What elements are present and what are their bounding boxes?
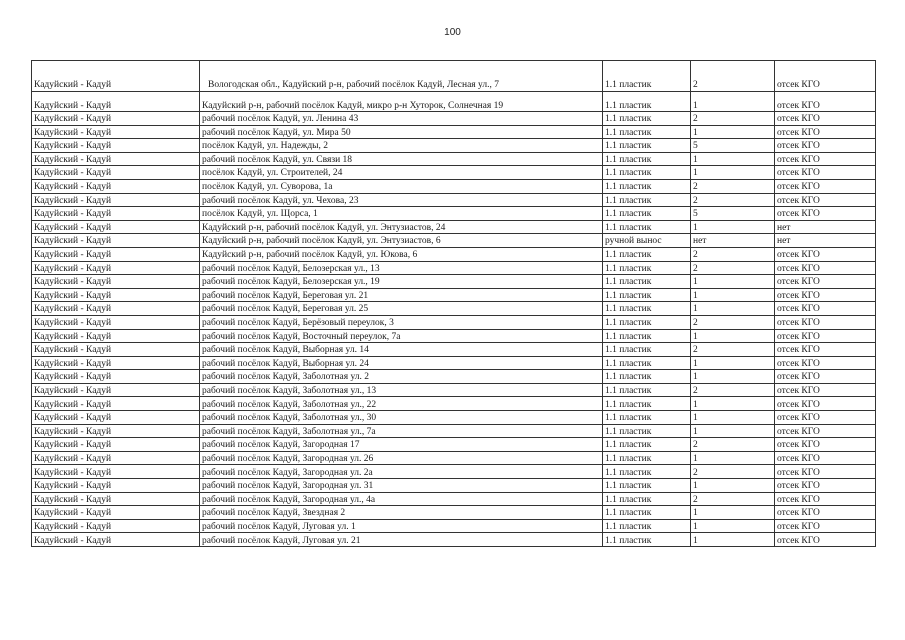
container-type-cell: 1.1 пластик: [603, 343, 691, 357]
district-cell: Кадуйский - Кадуй: [32, 125, 200, 139]
bulky-waste-section-cell: отсек КГО: [775, 302, 876, 316]
bulky-waste-section-cell: отсек КГО: [775, 275, 876, 289]
bulky-waste-section-cell: отсек КГО: [775, 383, 876, 397]
address-cell: рабочий посёлок Кадуй, Береговая ул. 21: [200, 288, 603, 302]
table-row: [32, 179, 876, 193]
container-count-cell: 2: [691, 247, 775, 261]
address-cell: Кадуйский р-н, рабочий посёлок Кадуй, ул. Энтузиастов, 24: [200, 220, 603, 234]
bulky-waste-section-cell: отсек КГО: [775, 424, 876, 438]
container-type-cell: 1.1 пластик: [603, 302, 691, 316]
container-count-cell: 1: [691, 166, 775, 180]
container-type-cell: 1.1 пластик: [603, 533, 691, 547]
address-cell: посёлок Кадуй, ул. Суворова, 1а: [200, 179, 603, 193]
container-count-cell: 1: [691, 479, 775, 493]
bulky-waste-section-cell: отсек КГО: [775, 465, 876, 479]
table-row: [32, 411, 876, 425]
bulky-waste-section-cell: отсек КГО: [775, 411, 876, 425]
district-cell: Кадуйский - Кадуй: [32, 193, 200, 207]
bulky-waste-section-cell: отсек КГО: [775, 61, 876, 92]
address-cell: рабочий посёлок Кадуй, Загородная ул. 26: [200, 451, 603, 465]
bulky-waste-section-cell: отсек КГО: [775, 92, 876, 112]
container-count-cell: 1: [691, 519, 775, 533]
address-cell: рабочий посёлок Кадуй, Загородная ул. 31: [200, 479, 603, 493]
district-cell: Кадуйский - Кадуй: [32, 329, 200, 343]
district-cell: Кадуйский - Кадуй: [32, 465, 200, 479]
district-cell: Кадуйский - Кадуй: [32, 343, 200, 357]
address-cell: рабочий посёлок Кадуй, Заболотная ул. 2: [200, 370, 603, 384]
district-cell: Кадуйский - Кадуй: [32, 315, 200, 329]
table-row: [32, 288, 876, 302]
district-cell: Кадуйский - Кадуй: [32, 220, 200, 234]
table-row: [32, 207, 876, 221]
address-cell: Кадуйский р-н, рабочий посёлок Кадуй, микро р-н Хуторок, Солнечная 19: [200, 92, 603, 112]
container-type-cell: 1.1 пластик: [603, 179, 691, 193]
bulky-waste-section-cell: отсек КГО: [775, 397, 876, 411]
district-cell: Кадуйский - Кадуй: [32, 492, 200, 506]
container-type-cell: 1.1 пластик: [603, 166, 691, 180]
address-cell: рабочий посёлок Кадуй, Луговая ул. 1: [200, 519, 603, 533]
bulky-waste-section-cell: отсек КГО: [775, 438, 876, 452]
container-count-cell: 5: [691, 207, 775, 221]
container-type-cell: 1.1 пластик: [603, 193, 691, 207]
district-cell: Кадуйский - Кадуй: [32, 479, 200, 493]
bulky-waste-section-cell: отсек КГО: [775, 479, 876, 493]
container-count-cell: 1: [691, 424, 775, 438]
address-cell: рабочий посёлок Кадуй, Белозерская ул., 13: [200, 261, 603, 275]
container-count-cell: 1: [691, 125, 775, 139]
district-cell: Кадуйский - Кадуй: [32, 152, 200, 166]
container-count-cell: 1: [691, 411, 775, 425]
district-cell: Кадуйский - Кадуй: [32, 533, 200, 547]
bulky-waste-section-cell: нет: [775, 220, 876, 234]
district-cell: Кадуйский - Кадуй: [32, 261, 200, 275]
district-cell: Кадуйский - Кадуй: [32, 288, 200, 302]
container-type-cell: 1.1 пластик: [603, 356, 691, 370]
container-type-cell: 1.1 пластик: [603, 247, 691, 261]
bulky-waste-section-cell: отсек КГО: [775, 125, 876, 139]
table-row: [32, 152, 876, 166]
table-body: [32, 61, 876, 547]
table-row: [32, 139, 876, 153]
table-row: [32, 492, 876, 506]
district-cell: Кадуйский - Кадуй: [32, 451, 200, 465]
container-type-cell: 1.1 пластик: [603, 492, 691, 506]
table-row: [32, 465, 876, 479]
table-row: [32, 302, 876, 316]
container-count-cell: 2: [691, 112, 775, 126]
page-number: 100: [444, 27, 461, 38]
table-row: [32, 370, 876, 384]
bulky-waste-section-cell: отсек КГО: [775, 343, 876, 357]
container-type-cell: 1.1 пластик: [603, 519, 691, 533]
bulky-waste-section-cell: отсек КГО: [775, 193, 876, 207]
container-count-cell: 2: [691, 465, 775, 479]
address-cell: рабочий посёлок Кадуй, Заболотная ул., 13: [200, 383, 603, 397]
container-count-cell: 2: [691, 492, 775, 506]
address-cell: Кадуйский р-н, рабочий посёлок Кадуй, ул. Энтузиастов, 6: [200, 234, 603, 248]
container-count-cell: 1: [691, 152, 775, 166]
table-row: [32, 506, 876, 520]
container-count-cell: 1: [691, 356, 775, 370]
table-row: [32, 315, 876, 329]
container-type-cell: 1.1 пластик: [603, 112, 691, 126]
container-type-cell: 1.1 пластик: [603, 315, 691, 329]
district-cell: Кадуйский - Кадуй: [32, 112, 200, 126]
bulky-waste-section-cell: отсек КГО: [775, 533, 876, 547]
table-row: [32, 220, 876, 234]
bulky-waste-section-cell: отсек КГО: [775, 329, 876, 343]
container-count-cell: 2: [691, 438, 775, 452]
address-cell: рабочий посёлок Кадуй, ул. Мира 50: [200, 125, 603, 139]
table-row: [32, 533, 876, 547]
container-count-cell: 1: [691, 220, 775, 234]
district-cell: Кадуйский - Кадуй: [32, 519, 200, 533]
bulky-waste-section-cell: отсек КГО: [775, 451, 876, 465]
bulky-waste-section-cell: отсек КГО: [775, 492, 876, 506]
container-count-cell: 1: [691, 370, 775, 384]
container-count-cell: 2: [691, 383, 775, 397]
container-type-cell: 1.1 пластик: [603, 370, 691, 384]
address-cell: Вологодская обл., Кадуйский р-н, рабочий посёлок Кадуй, Лесная ул., 7: [200, 61, 603, 92]
address-cell: рабочий посёлок Кадуй, ул. Связи 18: [200, 152, 603, 166]
container-count-cell: 1: [691, 288, 775, 302]
bulky-waste-section-cell: отсек КГО: [775, 519, 876, 533]
bulky-waste-section-cell: отсек КГО: [775, 356, 876, 370]
container-count-cell: 2: [691, 261, 775, 275]
bulky-waste-section-cell: отсек КГО: [775, 179, 876, 193]
container-type-cell: 1.1 пластик: [603, 329, 691, 343]
district-cell: Кадуйский - Кадуй: [32, 302, 200, 316]
table-row: [32, 383, 876, 397]
table-row: [32, 112, 876, 126]
container-type-cell: 1.1 пластик: [603, 479, 691, 493]
table-row: [32, 479, 876, 493]
district-cell: Кадуйский - Кадуй: [32, 179, 200, 193]
address-cell: рабочий посёлок Кадуй, Заболотная ул., 7а: [200, 424, 603, 438]
address-cell: рабочий посёлок Кадуй, Выборная ул. 24: [200, 356, 603, 370]
table-row: [32, 519, 876, 533]
district-cell: Кадуйский - Кадуй: [32, 234, 200, 248]
container-count-cell: 2: [691, 179, 775, 193]
address-cell: рабочий посёлок Кадуй, Загородная ул., 4а: [200, 492, 603, 506]
district-cell: Кадуйский - Кадуй: [32, 397, 200, 411]
container-count-cell: 1: [691, 451, 775, 465]
container-count-cell: 5: [691, 139, 775, 153]
container-count-cell: 1: [691, 275, 775, 289]
district-cell: Кадуйский - Кадуй: [32, 92, 200, 112]
bulky-waste-section-cell: отсек КГО: [775, 247, 876, 261]
container-type-cell: 1.1 пластик: [603, 465, 691, 479]
container-type-cell: 1.1 пластик: [603, 261, 691, 275]
address-cell: рабочий посёлок Кадуй, Загородная ул. 2а: [200, 465, 603, 479]
table-row: [32, 125, 876, 139]
table-row: [32, 234, 876, 248]
container-count-cell: 2: [691, 343, 775, 357]
address-cell: рабочий посёлок Кадуй, ул. Чехова, 23: [200, 193, 603, 207]
table-row: [32, 275, 876, 289]
address-cell: рабочий посёлок Кадуй, ул. Ленина 43: [200, 112, 603, 126]
address-cell: рабочий посёлок Кадуй, Звездная 2: [200, 506, 603, 520]
container-type-cell: 1.1 пластик: [603, 275, 691, 289]
table-row: [32, 61, 876, 92]
container-count-cell: 1: [691, 533, 775, 547]
bulky-waste-section-cell: отсек КГО: [775, 261, 876, 275]
container-count-cell: 1: [691, 92, 775, 112]
district-cell: Кадуйский - Кадуй: [32, 356, 200, 370]
container-type-cell: 1.1 пластик: [603, 125, 691, 139]
container-type-cell: 1.1 пластик: [603, 61, 691, 92]
container-count-cell: 1: [691, 397, 775, 411]
bulky-waste-section-cell: отсек КГО: [775, 315, 876, 329]
table-row: [32, 92, 876, 112]
container-type-cell: 1.1 пластик: [603, 139, 691, 153]
bulky-waste-section-cell: отсек КГО: [775, 506, 876, 520]
bulky-waste-section-cell: нет: [775, 234, 876, 248]
table-row: [32, 397, 876, 411]
container-type-cell: 1.1 пластик: [603, 220, 691, 234]
district-cell: Кадуйский - Кадуй: [32, 370, 200, 384]
container-count-cell: 2: [691, 315, 775, 329]
table-row: [32, 193, 876, 207]
bulky-waste-section-cell: отсек КГО: [775, 370, 876, 384]
container-type-cell: 1.1 пластик: [603, 438, 691, 452]
address-cell: посёлок Кадуй, ул. Щорса, 1: [200, 207, 603, 221]
table-row: [32, 247, 876, 261]
address-cell: рабочий посёлок Кадуй, Заболотная ул., 30: [200, 411, 603, 425]
district-cell: Кадуйский - Кадуй: [32, 424, 200, 438]
container-type-cell: 1.1 пластик: [603, 506, 691, 520]
container-sites-table: [31, 60, 876, 547]
container-type-cell: 1.1 пластик: [603, 424, 691, 438]
district-cell: Кадуйский - Кадуй: [32, 207, 200, 221]
address-cell: рабочий посёлок Кадуй, Луговая ул. 21: [200, 533, 603, 547]
address-cell: рабочий посёлок Кадуй, Восточный переулок, 7а: [200, 329, 603, 343]
container-type-cell: 1.1 пластик: [603, 152, 691, 166]
container-type-cell: 1.1 пластик: [603, 288, 691, 302]
district-cell: Кадуйский - Кадуй: [32, 411, 200, 425]
container-type-cell: 1.1 пластик: [603, 397, 691, 411]
container-type-cell: 1.1 пластик: [603, 451, 691, 465]
district-cell: Кадуйский - Кадуй: [32, 166, 200, 180]
table-row: [32, 356, 876, 370]
table-row: [32, 343, 876, 357]
address-cell: посёлок Кадуй, ул. Надежды, 2: [200, 139, 603, 153]
container-count-cell: 1: [691, 506, 775, 520]
container-type-cell: ручной вынос: [603, 234, 691, 248]
table-row: [32, 438, 876, 452]
table-row: [32, 451, 876, 465]
address-cell: рабочий посёлок Кадуй, Заболотная ул., 22: [200, 397, 603, 411]
container-count-cell: 1: [691, 329, 775, 343]
district-cell: Кадуйский - Кадуй: [32, 247, 200, 261]
bulky-waste-section-cell: отсек КГО: [775, 207, 876, 221]
district-cell: Кадуйский - Кадуй: [32, 275, 200, 289]
container-count-cell: 2: [691, 61, 775, 92]
table-row: [32, 424, 876, 438]
district-cell: Кадуйский - Кадуй: [32, 383, 200, 397]
container-count-cell: 2: [691, 193, 775, 207]
district-cell: Кадуйский - Кадуй: [32, 506, 200, 520]
address-cell: рабочий посёлок Кадуй, Белозерская ул., 19: [200, 275, 603, 289]
container-type-cell: 1.1 пластик: [603, 383, 691, 397]
bulky-waste-section-cell: отсек КГО: [775, 112, 876, 126]
district-cell: Кадуйский - Кадуй: [32, 61, 200, 92]
address-cell: Кадуйский р-н, рабочий посёлок Кадуй, ул. Юкова, 6: [200, 247, 603, 261]
address-cell: рабочий посёлок Кадуй, Загородная 17: [200, 438, 603, 452]
bulky-waste-section-cell: отсек КГО: [775, 288, 876, 302]
address-cell: рабочий посёлок Кадуй, Береговая ул. 25: [200, 302, 603, 316]
table-row: [32, 166, 876, 180]
bulky-waste-section-cell: отсек КГО: [775, 139, 876, 153]
bulky-waste-section-cell: отсек КГО: [775, 166, 876, 180]
container-type-cell: 1.1 пластик: [603, 92, 691, 112]
district-cell: Кадуйский - Кадуй: [32, 139, 200, 153]
table-row: [32, 261, 876, 275]
container-count-cell: 1: [691, 302, 775, 316]
container-type-cell: 1.1 пластик: [603, 207, 691, 221]
bulky-waste-section-cell: отсек КГО: [775, 152, 876, 166]
container-count-cell: нет: [691, 234, 775, 248]
address-cell: рабочий посёлок Кадуй, Берёзовый переулок, 3: [200, 315, 603, 329]
table-row: [32, 329, 876, 343]
district-cell: Кадуйский - Кадуй: [32, 438, 200, 452]
container-type-cell: 1.1 пластик: [603, 411, 691, 425]
address-cell: рабочий посёлок Кадуй, Выборная ул. 14: [200, 343, 603, 357]
address-cell: посёлок Кадуй, ул. Строителей, 24: [200, 166, 603, 180]
